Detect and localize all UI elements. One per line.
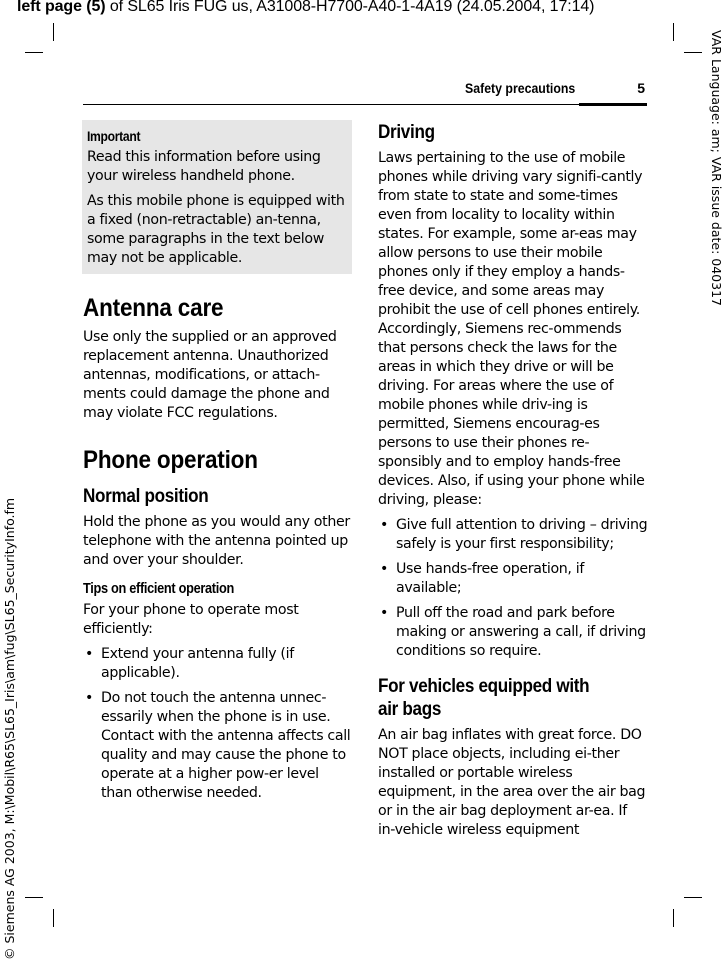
crop-mark-bottom-right-v bbox=[673, 909, 674, 927]
list-item: • Extend your antenna fully (if applicable). bbox=[83, 645, 351, 683]
antenna-care-body: Use only the supplied or an approved replacement antenna. Unauthorized antennas, modifications, or attach-ments could damage the phone and may violate FCC regulations. bbox=[83, 329, 337, 421]
print-header-doc-info: of SL65 Iris FUG us, A31008-H7700-A40-1-4A19 (24.05.2004, 17:14) bbox=[105, 0, 595, 15]
heading-tips: Tips on efficient operation bbox=[83, 581, 234, 597]
driving-list bbox=[378, 516, 648, 661]
crop-mark-bottom-left-h bbox=[25, 897, 43, 898]
important-box bbox=[82, 120, 352, 274]
crop-mark-top-right-h bbox=[684, 52, 702, 53]
print-header-page: left page (5) bbox=[17, 0, 106, 15]
important-paragraph: Read this information before using your wireless handheld phone. bbox=[87, 149, 321, 184]
header-rule bbox=[83, 104, 647, 105]
heading-driving: Driving bbox=[378, 122, 435, 143]
crop-mark-top-left-h bbox=[25, 52, 43, 53]
running-head-title: Safety precautions bbox=[464, 80, 575, 96]
left-column bbox=[83, 120, 351, 803]
driving-body: Laws pertaining to the use of mobile phones while driving vary signifi-cantly from state to state and some-times even from locality to locality within states. For example, some ar-eas may allow persons to use their mobile phones only if they employ a hands-free device, and some areas may prohibit the use of cell phones entirely. Accordingly, Siemens rec-ommends that persons check the laws for the areas in which they drive or will be driving. For areas where the use of mobile phones while driv-ing is permitted, Siemens encourag-es persons to use their phones re-sponsibly and to employ hands-free devices. Also, if using your phone while driving, please: bbox=[378, 150, 645, 508]
right-column bbox=[378, 120, 648, 840]
crop-mark-top-left-v bbox=[53, 23, 54, 41]
air-bags-body: An air bag inflates with great force. DO NOT place objects, including ei-ther installed or portable wireless equipment, in the area over the air bag or in the air bag deployment ar-ea. If in-vehicle wireless equipment bbox=[378, 727, 646, 838]
page-number: 5 bbox=[637, 80, 645, 96]
heading-antenna-care: Antenna care bbox=[83, 294, 224, 322]
list-item: • Give full attention to driving – driving safely is your first responsibility; bbox=[378, 516, 648, 554]
side-note-left bbox=[0, 480, 20, 962]
heading-air-bags-line1: For vehicles equipped with bbox=[378, 676, 590, 697]
heading-normal-position: Normal position bbox=[83, 486, 209, 507]
tips-list bbox=[83, 645, 351, 803]
var-language-text: VAR Language: am; VAR issue date: 040317 bbox=[709, 30, 724, 306]
list-item: • Pull off the road and park before making or answering a call, if driving conditions so require. bbox=[378, 604, 648, 661]
side-note-right bbox=[705, 30, 725, 430]
heading-air-bags-line2: air bags bbox=[378, 699, 442, 720]
running-head bbox=[83, 78, 647, 104]
crop-mark-top-right-v bbox=[673, 23, 674, 41]
list-item: • Do not touch the antenna unnec-essarily when the phone is in use. Contact with the antenna affects call quality and may cause the phone to operate at a higher pow-er level than otherwise needed. bbox=[83, 689, 351, 803]
heading-phone-operation: Phone operation bbox=[83, 446, 258, 474]
tips-intro: For your phone to operate most efficiently: bbox=[83, 602, 299, 637]
crop-mark-bottom-right-h bbox=[684, 897, 702, 898]
header-rule-accent bbox=[579, 103, 647, 106]
print-header bbox=[17, 0, 594, 16]
important-title: Important bbox=[87, 129, 141, 144]
list-item: • Use hands-free operation, if available; bbox=[378, 560, 648, 598]
copyright-path-text: © Siemens AG 2003, M:\Mobil\R65\SL65_Iris\am\fug\SL65_SecurityInfo.fm bbox=[2, 497, 17, 960]
crop-mark-bottom-left-v bbox=[53, 909, 54, 927]
important-paragraph: As this mobile phone is equipped with a fixed (non-retractable) an-tenna, some paragraphs in the text below may not be applicable. bbox=[87, 193, 345, 266]
normal-position-body: Hold the phone as you would any other telephone with the antenna pointed up and over your shoulder. bbox=[83, 514, 350, 568]
